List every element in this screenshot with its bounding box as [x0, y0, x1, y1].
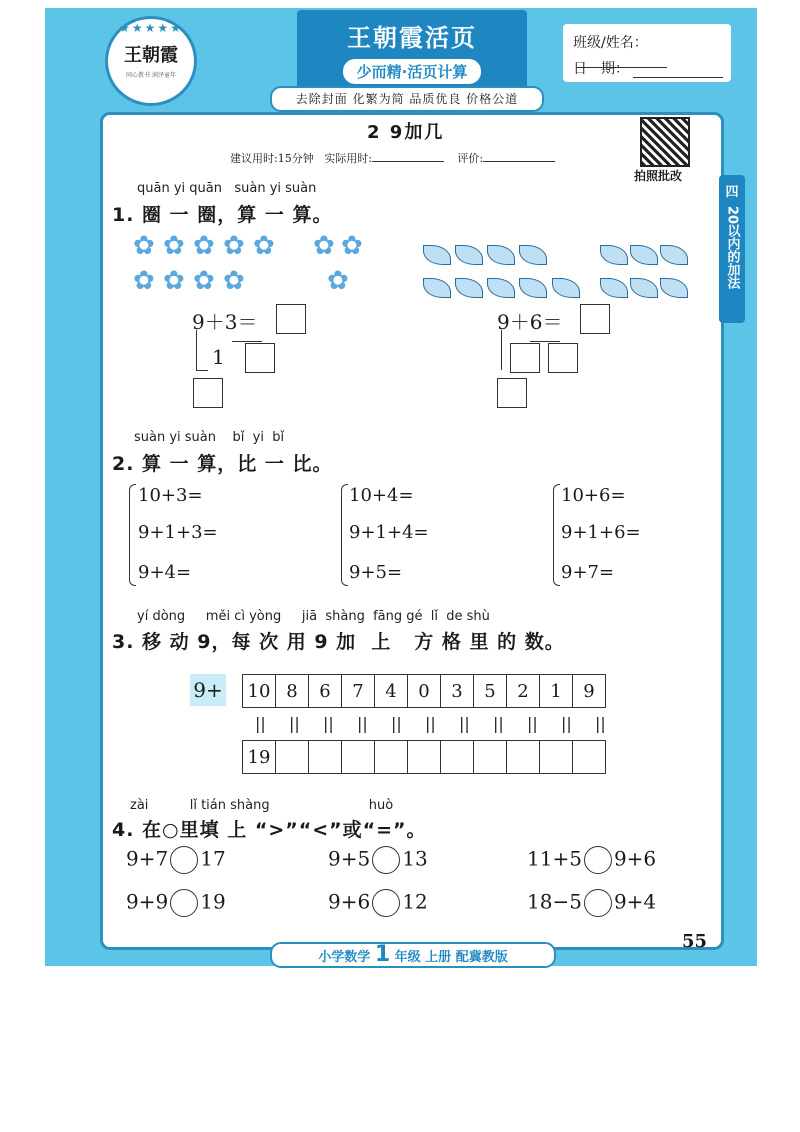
compare-circle[interactable]	[170, 846, 198, 874]
split-line	[232, 341, 262, 342]
actual-time-field[interactable]	[372, 151, 444, 162]
series-title: 王朝霞活页	[347, 24, 477, 52]
q4-heading: 4. 在○里填 上 “>”“<”或“=”。	[112, 819, 427, 841]
flower-icon: ✿	[327, 266, 349, 296]
result-cell[interactable]: 19	[243, 741, 276, 774]
equal-mark: ||	[357, 714, 368, 733]
time-info	[230, 150, 565, 166]
series-banner	[297, 10, 527, 90]
compare-right: 9+6	[613, 846, 657, 871]
suggested-time: 建议用时:15分钟	[230, 152, 314, 165]
equal-mark: ||	[527, 714, 538, 733]
evaluation-label: 评价:	[457, 152, 484, 165]
compare-item	[527, 889, 656, 917]
footer-grade-label: 年级 上册 配冀教版	[394, 950, 508, 965]
flower-icon: ✿	[163, 266, 185, 296]
compare-right: 13	[402, 846, 428, 871]
number-cell: 5	[474, 675, 507, 708]
number-cell: 0	[408, 675, 441, 708]
compare-right: 17	[200, 846, 226, 871]
equal-mark: ||	[255, 714, 266, 733]
compare-left: 11+5	[527, 846, 582, 871]
q3-heading: 3. 移 动 9，每 次 用 9 加 上 方 格 里 的 数。	[112, 631, 565, 653]
flower-icon: ✿	[133, 231, 155, 261]
answer-box[interactable]	[510, 343, 540, 373]
series-tagline: 少而精·活页计算	[343, 59, 482, 84]
result-cell[interactable]	[408, 741, 441, 774]
result-cell[interactable]	[309, 741, 342, 774]
brand-logo	[105, 16, 197, 106]
result-cell[interactable]	[375, 741, 408, 774]
number-cell: 2	[507, 675, 540, 708]
result-cell[interactable]	[573, 741, 606, 774]
q1-left-equation: 9＋3＝	[192, 310, 258, 334]
calc-item: 9+1+3=	[138, 522, 218, 543]
calc-item: 9+1+4=	[349, 522, 429, 543]
equal-mark: ||	[595, 714, 606, 733]
brace	[553, 484, 560, 586]
compare-left: 9+9	[126, 889, 169, 914]
answer-box[interactable]	[245, 343, 275, 373]
result-cell[interactable]	[474, 741, 507, 774]
number-row	[242, 674, 606, 708]
result-row	[242, 740, 606, 774]
result-cell[interactable]	[507, 741, 540, 774]
number-cell: 3	[441, 675, 474, 708]
brace	[341, 484, 348, 586]
page-number: 55	[682, 931, 708, 952]
q2-heading: 2. 算 一 算，比 一 比。	[112, 453, 333, 475]
equal-mark: ||	[459, 714, 470, 733]
compare-left: 9+5	[328, 846, 371, 871]
unit-side-tab	[719, 175, 745, 323]
result-cell[interactable]	[540, 741, 573, 774]
compare-right: 9+4	[613, 889, 657, 914]
number-cell: 7	[342, 675, 375, 708]
flower-icon: ✿	[193, 266, 215, 296]
split-line	[196, 370, 208, 371]
logo-name: 王朝霞	[124, 45, 178, 66]
number-cell: 8	[276, 675, 309, 708]
unit-number: 四	[725, 185, 739, 200]
answer-box[interactable]	[276, 304, 306, 334]
lesson-title: 2 9加几	[367, 122, 445, 143]
answer-box[interactable]	[548, 343, 578, 373]
equal-mark: ||	[425, 714, 436, 733]
compare-right: 12	[402, 889, 428, 914]
evaluation-field[interactable]	[483, 151, 555, 162]
number-cell: 1	[540, 675, 573, 708]
number-cell: 10	[243, 675, 276, 708]
number-cell: 9	[573, 675, 606, 708]
compare-right: 19	[200, 889, 226, 914]
flower-icon: ✿	[253, 231, 275, 261]
split-line	[196, 330, 197, 370]
logo-sub: 同心教书 润泽童年	[126, 72, 176, 79]
result-cell[interactable]	[441, 741, 474, 774]
footer-subject: 小学数学	[318, 950, 371, 965]
flower-icon: ✿	[193, 231, 215, 261]
flower-icon: ✿	[223, 231, 245, 261]
class-name-label: 班级/姓名：	[573, 35, 648, 51]
compare-left: 9+7	[126, 846, 169, 871]
footer-banner	[270, 942, 556, 968]
compare-item	[328, 889, 428, 917]
compare-circle[interactable]	[584, 889, 612, 917]
answer-box[interactable]	[497, 378, 527, 408]
equal-mark: ||	[561, 714, 572, 733]
equal-mark: ||	[493, 714, 504, 733]
qr-label: 拍照批改	[634, 169, 683, 183]
equal-mark: ||	[323, 714, 334, 733]
calc-item: 9+5=	[349, 562, 403, 583]
result-cell[interactable]	[276, 741, 309, 774]
calc-item: 10+4=	[349, 485, 414, 506]
actual-time-label: 实际用时:	[324, 152, 372, 165]
q3-prefix: 9+	[190, 674, 226, 706]
compare-item	[126, 889, 226, 917]
brace	[129, 484, 136, 586]
split-line	[530, 341, 560, 342]
number-cell: 4	[375, 675, 408, 708]
answer-box[interactable]	[580, 304, 610, 334]
q4-pinyin: zài lǐ tián shàng huò	[130, 798, 394, 813]
compare-left: 9+6	[328, 889, 371, 914]
flower-icon: ✿	[341, 231, 363, 261]
date-field[interactable]	[633, 63, 723, 78]
equal-mark: ||	[391, 714, 402, 733]
compare-circle[interactable]	[372, 846, 400, 874]
calc-item: 10+3=	[138, 485, 203, 506]
answer-box[interactable]	[193, 378, 223, 408]
compare-left: 18−5	[527, 889, 582, 914]
calc-item: 9+4=	[138, 562, 192, 583]
q2-pinyin: suàn yi suàn bǐ yi bǐ	[134, 430, 285, 445]
split-line	[501, 330, 502, 370]
calc-item: 9+1+6=	[561, 522, 641, 543]
number-cell: 6	[309, 675, 342, 708]
date-label: 日 期：	[573, 61, 629, 77]
calc-item: 9+7=	[561, 562, 615, 583]
q1-heading: 1. 圈 一 圈，算 一 算。	[112, 204, 333, 226]
qr-code[interactable]	[640, 117, 690, 167]
flower-icon: ✿	[313, 231, 335, 261]
footer-grade: 1	[374, 942, 391, 967]
compare-circle[interactable]	[584, 846, 612, 874]
compare-item	[126, 846, 226, 874]
q1-right-equation: 9＋6＝	[497, 310, 563, 334]
result-cell[interactable]	[342, 741, 375, 774]
compare-item	[527, 846, 656, 874]
star-icon: ★★★★★	[119, 21, 183, 35]
student-info-box	[563, 24, 731, 82]
compare-circle[interactable]	[170, 889, 198, 917]
flower-icon: ✿	[133, 266, 155, 296]
q1-split-value: 1	[212, 345, 225, 369]
calc-item: 10+6=	[561, 485, 626, 506]
flower-icon: ✿	[223, 266, 245, 296]
compare-circle[interactable]	[372, 889, 400, 917]
q3-pinyin: yí dòng měi cì yòng jiā shàng fāng gé lǐ de shù	[137, 609, 490, 624]
slogan: 去除封面 化繁为简 品质优良 价格公道	[270, 86, 544, 112]
q1-pinyin: quān yi quān suàn yi suàn	[137, 181, 317, 196]
flower-icon: ✿	[163, 231, 185, 261]
unit-title: 20以内的加法	[724, 206, 740, 290]
compare-item	[328, 846, 428, 874]
equal-mark: ||	[289, 714, 300, 733]
